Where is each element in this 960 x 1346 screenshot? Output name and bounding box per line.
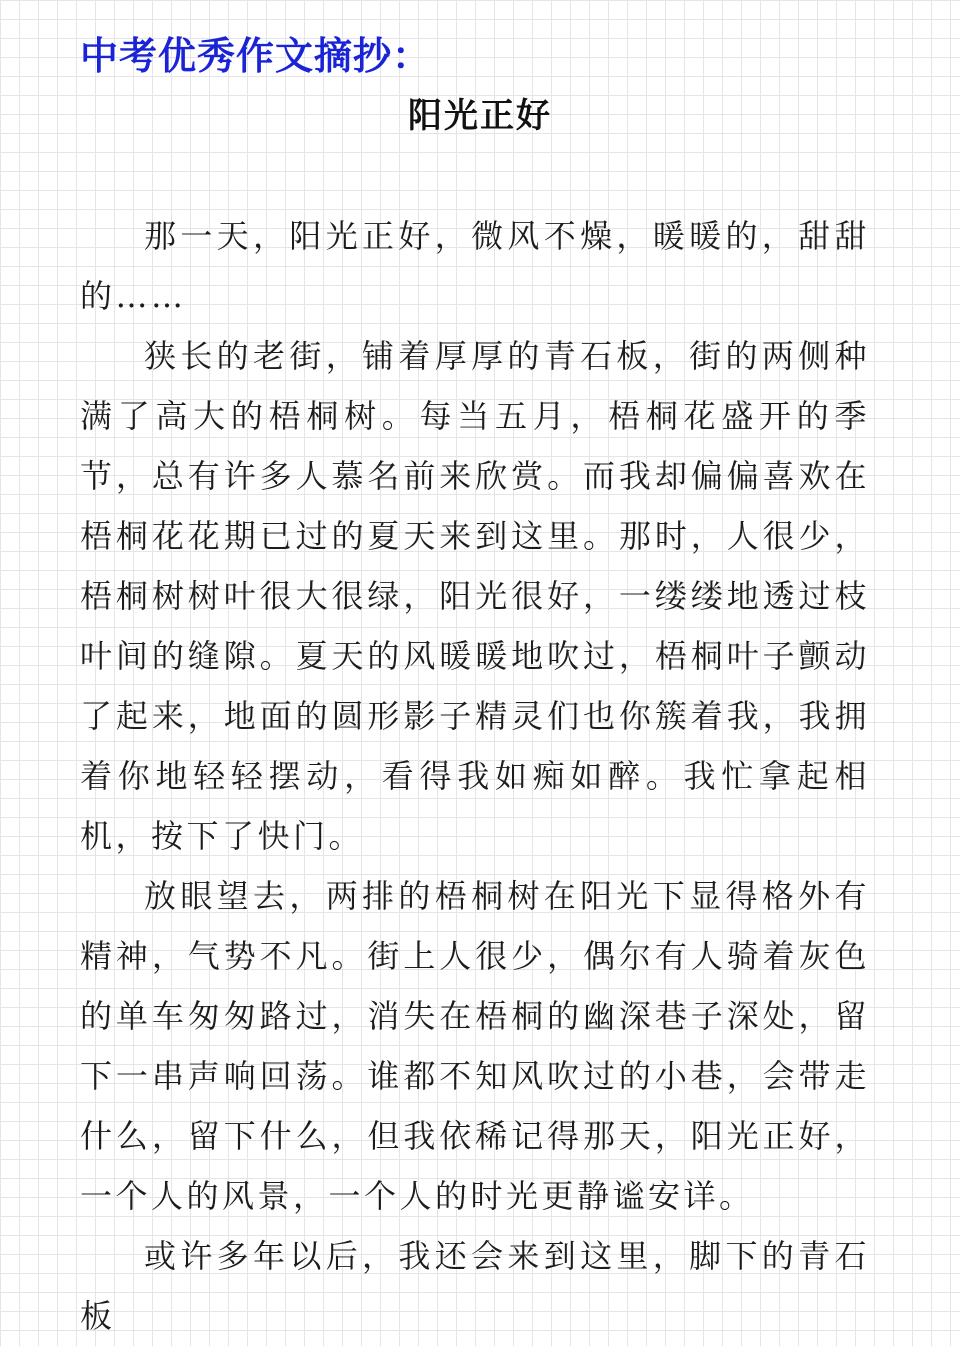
essay-paragraph-1: 那一天，阳光正好，微风不燥，暖暖的，甜甜的…… — [80, 217, 870, 315]
essay-body — [80, 206, 870, 1346]
essay-title: 阳光正好 — [408, 96, 552, 136]
essay-paragraph-2: 狭长的老街，铺着厚厚的青石板，街的两侧种满了高大的梧桐树。每当五月，梧桐花盛开的季节，总有许多人慕名前来欣赏。而我却偏偏喜欢在梧桐花花期已过的夏天来到这里。那时，人很少，梧桐树树叶很大很绿，阳光很好，一缕缕地透过枝叶间的缝隙。夏天的风暖暖地吹过，梧桐叶子颤动了起来，地面的圆形影子精灵们也你簇着我，我拥着你地轻轻摆动，看得我如痴如醉。我忙拿起相机，按下了快门。 — [80, 337, 870, 855]
header-label: 中考优秀作文摘抄： — [80, 33, 432, 78]
essay-paragraph-4: 或许多年以后，我还会来到这里，脚下的青石板 — [80, 1237, 870, 1335]
essay-paragraph-3: 放眼望去，两排的梧桐树在阳光下显得格外有精神，气势不凡。街上人很少，偶尔有人骑着灰色的单车匆匆路过，消失在梧桐的幽深巷子深处，留下一串声响回荡。谁都不知风吹过的小巷，会带走什么，留下什么，但我依稀记得那天，阳光正好，一个人的风景，一个人的时光更静谧安详。 — [80, 877, 870, 1215]
